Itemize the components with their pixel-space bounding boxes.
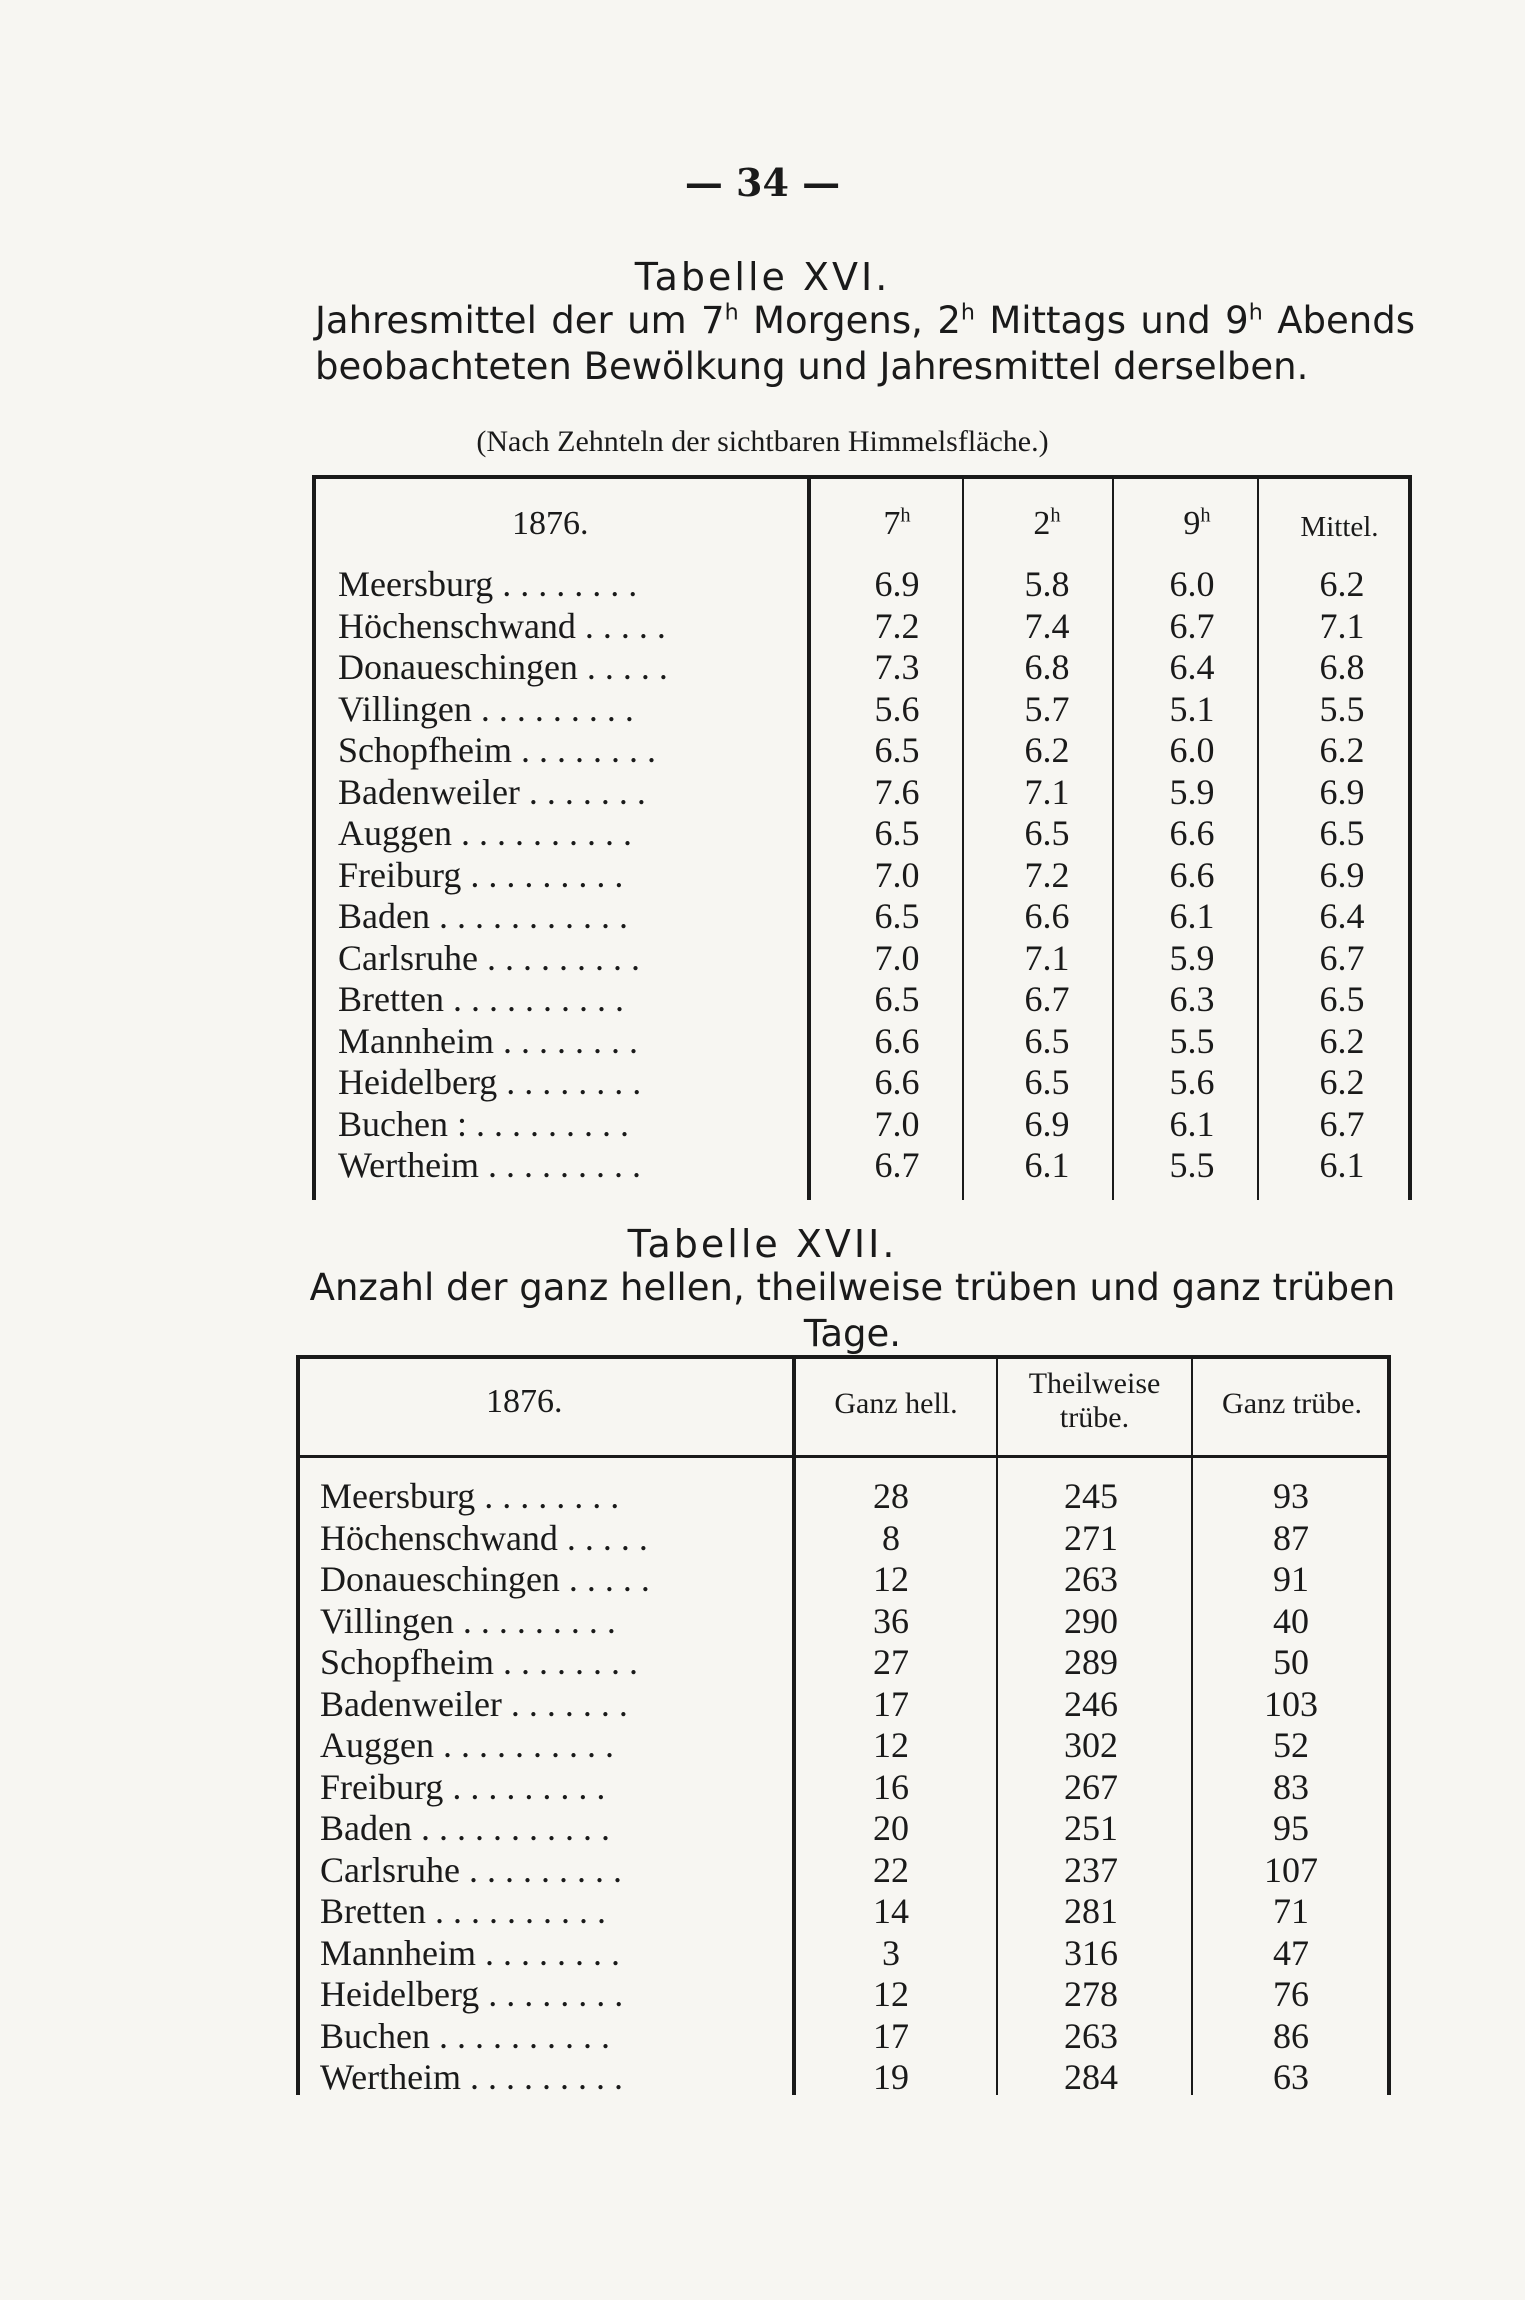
cell-v9: 5.6 <box>1169 1062 1215 1102</box>
table-17-header-rule <box>296 1455 1391 1458</box>
table-16 <box>312 475 1412 1200</box>
table-row <box>296 1558 1391 1599</box>
table-row <box>296 1641 1391 1682</box>
station-name: Buchen : . . . . . . . . . <box>338 1103 629 1144</box>
cell-theil: 278 <box>1064 1974 1118 2014</box>
cell-v7: 6.9 <box>874 564 920 604</box>
table-row <box>296 1600 1391 1641</box>
cell-v9: 5.5 <box>1169 1020 1215 1061</box>
cell-theil: 267 <box>1064 1766 1118 1807</box>
cell-v2: 6.2 <box>1024 730 1070 770</box>
cell-truebe: 71 <box>1273 1891 1309 1931</box>
cell-v7: 7.0 <box>874 854 920 895</box>
cell-v9: 6.4 <box>1169 647 1215 687</box>
station-name: Badenweiler . . . . . . . <box>338 771 646 812</box>
cell-v9: 6.1 <box>1169 1103 1215 1144</box>
cell-truebe: 63 <box>1273 2057 1309 2097</box>
table-17-col-truebe: Ganz trübe. <box>1222 1387 1362 1420</box>
cell-theil: 246 <box>1064 1683 1118 1724</box>
cell-v9: 6.3 <box>1169 979 1215 1019</box>
cell-truebe: 83 <box>1273 1766 1309 1807</box>
table-row <box>296 1766 1391 1807</box>
cell-m: 6.8 <box>1319 647 1365 687</box>
table-row <box>312 854 1412 895</box>
cell-truebe: 50 <box>1273 1642 1309 1682</box>
cell-truebe: 76 <box>1273 1974 1309 2014</box>
cell-theil: 302 <box>1064 1725 1118 1765</box>
cell-hell: 19 <box>873 2057 909 2097</box>
cell-truebe: 86 <box>1273 2015 1309 2056</box>
station-name: Freiburg . . . . . . . . . <box>338 854 624 895</box>
cell-theil: 316 <box>1064 1932 1118 1973</box>
table-row <box>312 771 1412 812</box>
station-name: Buchen . . . . . . . . . . <box>320 2015 610 2056</box>
cell-m: 6.4 <box>1319 896 1365 936</box>
cell-hell: 27 <box>873 1642 909 1682</box>
cell-hell: 14 <box>873 1891 909 1931</box>
cell-truebe: 91 <box>1273 1559 1309 1599</box>
cell-theil: 263 <box>1064 2015 1118 2056</box>
table-16-caption: Jahresmittel der um 7$^h$ Morgens, 2$^h$ Mittags und 9$^h$ Abends beobachteten Bewölkung und Jahresmittel derselben. <box>315 299 1415 388</box>
cell-v2: 7.4 <box>1024 605 1070 646</box>
cell-hell: 8 <box>882 1517 900 1558</box>
station-name: Villingen . . . . . . . . . <box>320 1600 616 1641</box>
table-row <box>296 1932 1391 1973</box>
cell-v9: 6.0 <box>1169 730 1215 770</box>
cell-m: 6.2 <box>1319 1020 1365 1061</box>
cell-v7: 6.5 <box>874 813 920 853</box>
cell-theil: 284 <box>1064 2057 1118 2097</box>
table-17-caption: Anzahl der ganz hellen, theilweise trüben und ganz trüben Tage. <box>309 1266 1396 1355</box>
table-row <box>312 605 1412 646</box>
cell-v7: 6.5 <box>874 896 920 936</box>
table-row <box>312 937 1412 978</box>
cell-v2: 6.1 <box>1024 1145 1070 1185</box>
station-name: Höchenschwand . . . . . <box>338 605 666 646</box>
cell-hell: 20 <box>873 1808 909 1848</box>
station-name: Mannheim . . . . . . . . <box>320 1932 620 1973</box>
cell-v2: 5.8 <box>1024 564 1070 604</box>
cell-m: 6.7 <box>1319 1103 1365 1144</box>
table-row <box>296 1890 1391 1931</box>
cell-hell: 17 <box>873 2015 909 2056</box>
cell-hell: 36 <box>873 1600 909 1641</box>
cell-v2: 6.5 <box>1024 1062 1070 1102</box>
cell-truebe: 87 <box>1273 1517 1309 1558</box>
cell-v2: 6.6 <box>1024 896 1070 936</box>
station-name: Donaueschingen . . . . . <box>320 1559 650 1599</box>
cell-hell: 3 <box>882 1932 900 1973</box>
table-row <box>312 1103 1412 1144</box>
page-number: — 34 — <box>684 160 841 205</box>
cell-theil: 251 <box>1064 1808 1118 1848</box>
cell-v9: 5.9 <box>1169 771 1215 812</box>
cell-v2: 6.7 <box>1024 979 1070 1019</box>
station-name: Heidelberg . . . . . . . . <box>320 1974 624 2014</box>
cell-v9: 5.5 <box>1169 1145 1215 1185</box>
cell-v7: 6.6 <box>874 1020 920 1061</box>
table-16-col-7h: 7$^h$ <box>883 504 911 542</box>
cell-m: 6.5 <box>1319 979 1365 1019</box>
cell-m: 7.1 <box>1319 605 1365 646</box>
cell-v7: 7.6 <box>874 771 920 812</box>
table-row <box>296 1849 1391 1890</box>
cell-truebe: 103 <box>1264 1683 1318 1724</box>
cell-v2: 7.2 <box>1024 854 1070 895</box>
cell-hell: 16 <box>873 1766 909 1807</box>
cell-v2: 6.5 <box>1024 1020 1070 1061</box>
station-name: Carlsruhe . . . . . . . . . <box>338 937 640 978</box>
station-name: Meersburg . . . . . . . . <box>338 564 638 604</box>
cell-truebe: 95 <box>1273 1808 1309 1848</box>
table-row <box>296 1724 1391 1765</box>
table-17 <box>296 1355 1391 2095</box>
cell-hell: 22 <box>873 1849 909 1890</box>
station-name: Wertheim . . . . . . . . . <box>320 2057 624 2097</box>
cell-v7: 6.5 <box>874 730 920 770</box>
cell-m: 6.9 <box>1319 771 1365 812</box>
cell-hell: 28 <box>873 1476 909 1516</box>
table-16-subcaption: (Nach Zehnteln der sichtbaren Himmelsfläche.) <box>476 425 1049 458</box>
cell-m: 6.2 <box>1319 730 1365 770</box>
table-row <box>312 688 1412 729</box>
table-row <box>312 729 1412 770</box>
cell-v9: 5.9 <box>1169 937 1215 978</box>
cell-v9: 6.1 <box>1169 896 1215 936</box>
station-name: Höchenschwand . . . . . <box>320 1517 648 1558</box>
station-name: Schopfheim . . . . . . . . <box>320 1642 638 1682</box>
cell-v2: 6.9 <box>1024 1103 1070 1144</box>
cell-m: 5.5 <box>1319 688 1365 729</box>
cell-v7: 7.3 <box>874 647 920 687</box>
cell-v2: 7.1 <box>1024 937 1070 978</box>
station-name: Heidelberg . . . . . . . . <box>338 1062 642 1102</box>
station-name: Badenweiler . . . . . . . <box>320 1683 628 1724</box>
cell-v7: 7.0 <box>874 937 920 978</box>
cell-truebe: 107 <box>1264 1849 1318 1890</box>
station-name: Donaueschingen . . . . . <box>338 647 668 687</box>
cell-hell: 12 <box>873 1974 909 2014</box>
cell-hell: 12 <box>873 1559 909 1599</box>
cell-truebe: 52 <box>1273 1725 1309 1765</box>
table-row <box>312 1061 1412 1102</box>
cell-v9: 6.0 <box>1169 564 1215 604</box>
table-row <box>312 812 1412 853</box>
cell-m: 6.1 <box>1319 1145 1365 1185</box>
table-row <box>312 978 1412 1019</box>
cell-m: 6.5 <box>1319 813 1365 853</box>
cell-v9: 5.1 <box>1169 688 1215 729</box>
table-row <box>296 1973 1391 2014</box>
station-name: Villingen . . . . . . . . . <box>338 688 634 729</box>
table-17-col-theilweise: Theilweise trübe. <box>1028 1367 1161 1434</box>
table-row <box>296 1517 1391 1558</box>
cell-theil: 263 <box>1064 1559 1118 1599</box>
cell-v7: 6.6 <box>874 1062 920 1102</box>
cell-v7: 5.6 <box>874 688 920 729</box>
table-row <box>296 2056 1391 2097</box>
cell-v7: 6.5 <box>874 979 920 1019</box>
cell-theil: 290 <box>1064 1600 1118 1641</box>
table-row <box>296 2015 1391 2056</box>
cell-v9: 6.7 <box>1169 605 1215 646</box>
station-name: Auggen . . . . . . . . . . <box>320 1725 614 1765</box>
station-name: Mannheim . . . . . . . . <box>338 1020 638 1061</box>
table-row <box>312 1144 1412 1185</box>
station-name: Meersburg . . . . . . . . <box>320 1476 620 1516</box>
cell-m: 6.2 <box>1319 1062 1365 1102</box>
table-row <box>312 646 1412 687</box>
table-row <box>312 1020 1412 1061</box>
table-17-heading: Tabelle XVII. <box>627 1222 898 1266</box>
station-name: Baden . . . . . . . . . . . <box>338 896 628 936</box>
cell-m: 6.7 <box>1319 937 1365 978</box>
cell-m: 6.9 <box>1319 854 1365 895</box>
cell-v2: 7.1 <box>1024 771 1070 812</box>
table-16-heading: Tabelle XVI. <box>634 255 891 299</box>
table-17-col-hell: Ganz hell. <box>834 1387 958 1420</box>
station-name: Schopfheim . . . . . . . . <box>338 730 656 770</box>
table-row <box>312 895 1412 936</box>
cell-v2: 5.7 <box>1024 688 1070 729</box>
table-16-year-header: 1876. <box>512 505 589 542</box>
table-row <box>312 563 1412 604</box>
station-name: Wertheim . . . . . . . . . <box>338 1145 642 1185</box>
station-name: Bretten . . . . . . . . . . <box>338 979 624 1019</box>
station-name: Bretten . . . . . . . . . . <box>320 1891 606 1931</box>
table-row <box>296 1807 1391 1848</box>
cell-v7: 7.0 <box>874 1103 920 1144</box>
station-name: Auggen . . . . . . . . . . <box>338 813 632 853</box>
table-16-col-mittel: Mittel. <box>1300 511 1379 543</box>
station-name: Carlsruhe . . . . . . . . . <box>320 1849 622 1890</box>
table-16-col-2h: 2$^h$ <box>1033 504 1061 542</box>
cell-v9: 6.6 <box>1169 813 1215 853</box>
cell-truebe: 40 <box>1273 1600 1309 1641</box>
cell-m: 6.2 <box>1319 564 1365 604</box>
cell-theil: 281 <box>1064 1891 1118 1931</box>
station-name: Freiburg . . . . . . . . . <box>320 1766 606 1807</box>
table-row <box>296 1475 1391 1516</box>
cell-theil: 237 <box>1064 1849 1118 1890</box>
cell-theil: 289 <box>1064 1642 1118 1682</box>
cell-v7: 6.7 <box>874 1145 920 1185</box>
table-17-year-header: 1876. <box>486 1383 563 1420</box>
cell-hell: 17 <box>873 1683 909 1724</box>
table-16-col-9h: 9$^h$ <box>1183 504 1211 542</box>
cell-v2: 6.5 <box>1024 813 1070 853</box>
cell-theil: 245 <box>1064 1476 1118 1516</box>
cell-truebe: 47 <box>1273 1932 1309 1973</box>
cell-v7: 7.2 <box>874 605 920 646</box>
cell-truebe: 93 <box>1273 1476 1309 1516</box>
cell-theil: 271 <box>1064 1517 1118 1558</box>
station-name: Baden . . . . . . . . . . . <box>320 1808 610 1848</box>
cell-v9: 6.6 <box>1169 854 1215 895</box>
table-row <box>296 1683 1391 1724</box>
cell-hell: 12 <box>873 1725 909 1765</box>
cell-v2: 6.8 <box>1024 647 1070 687</box>
